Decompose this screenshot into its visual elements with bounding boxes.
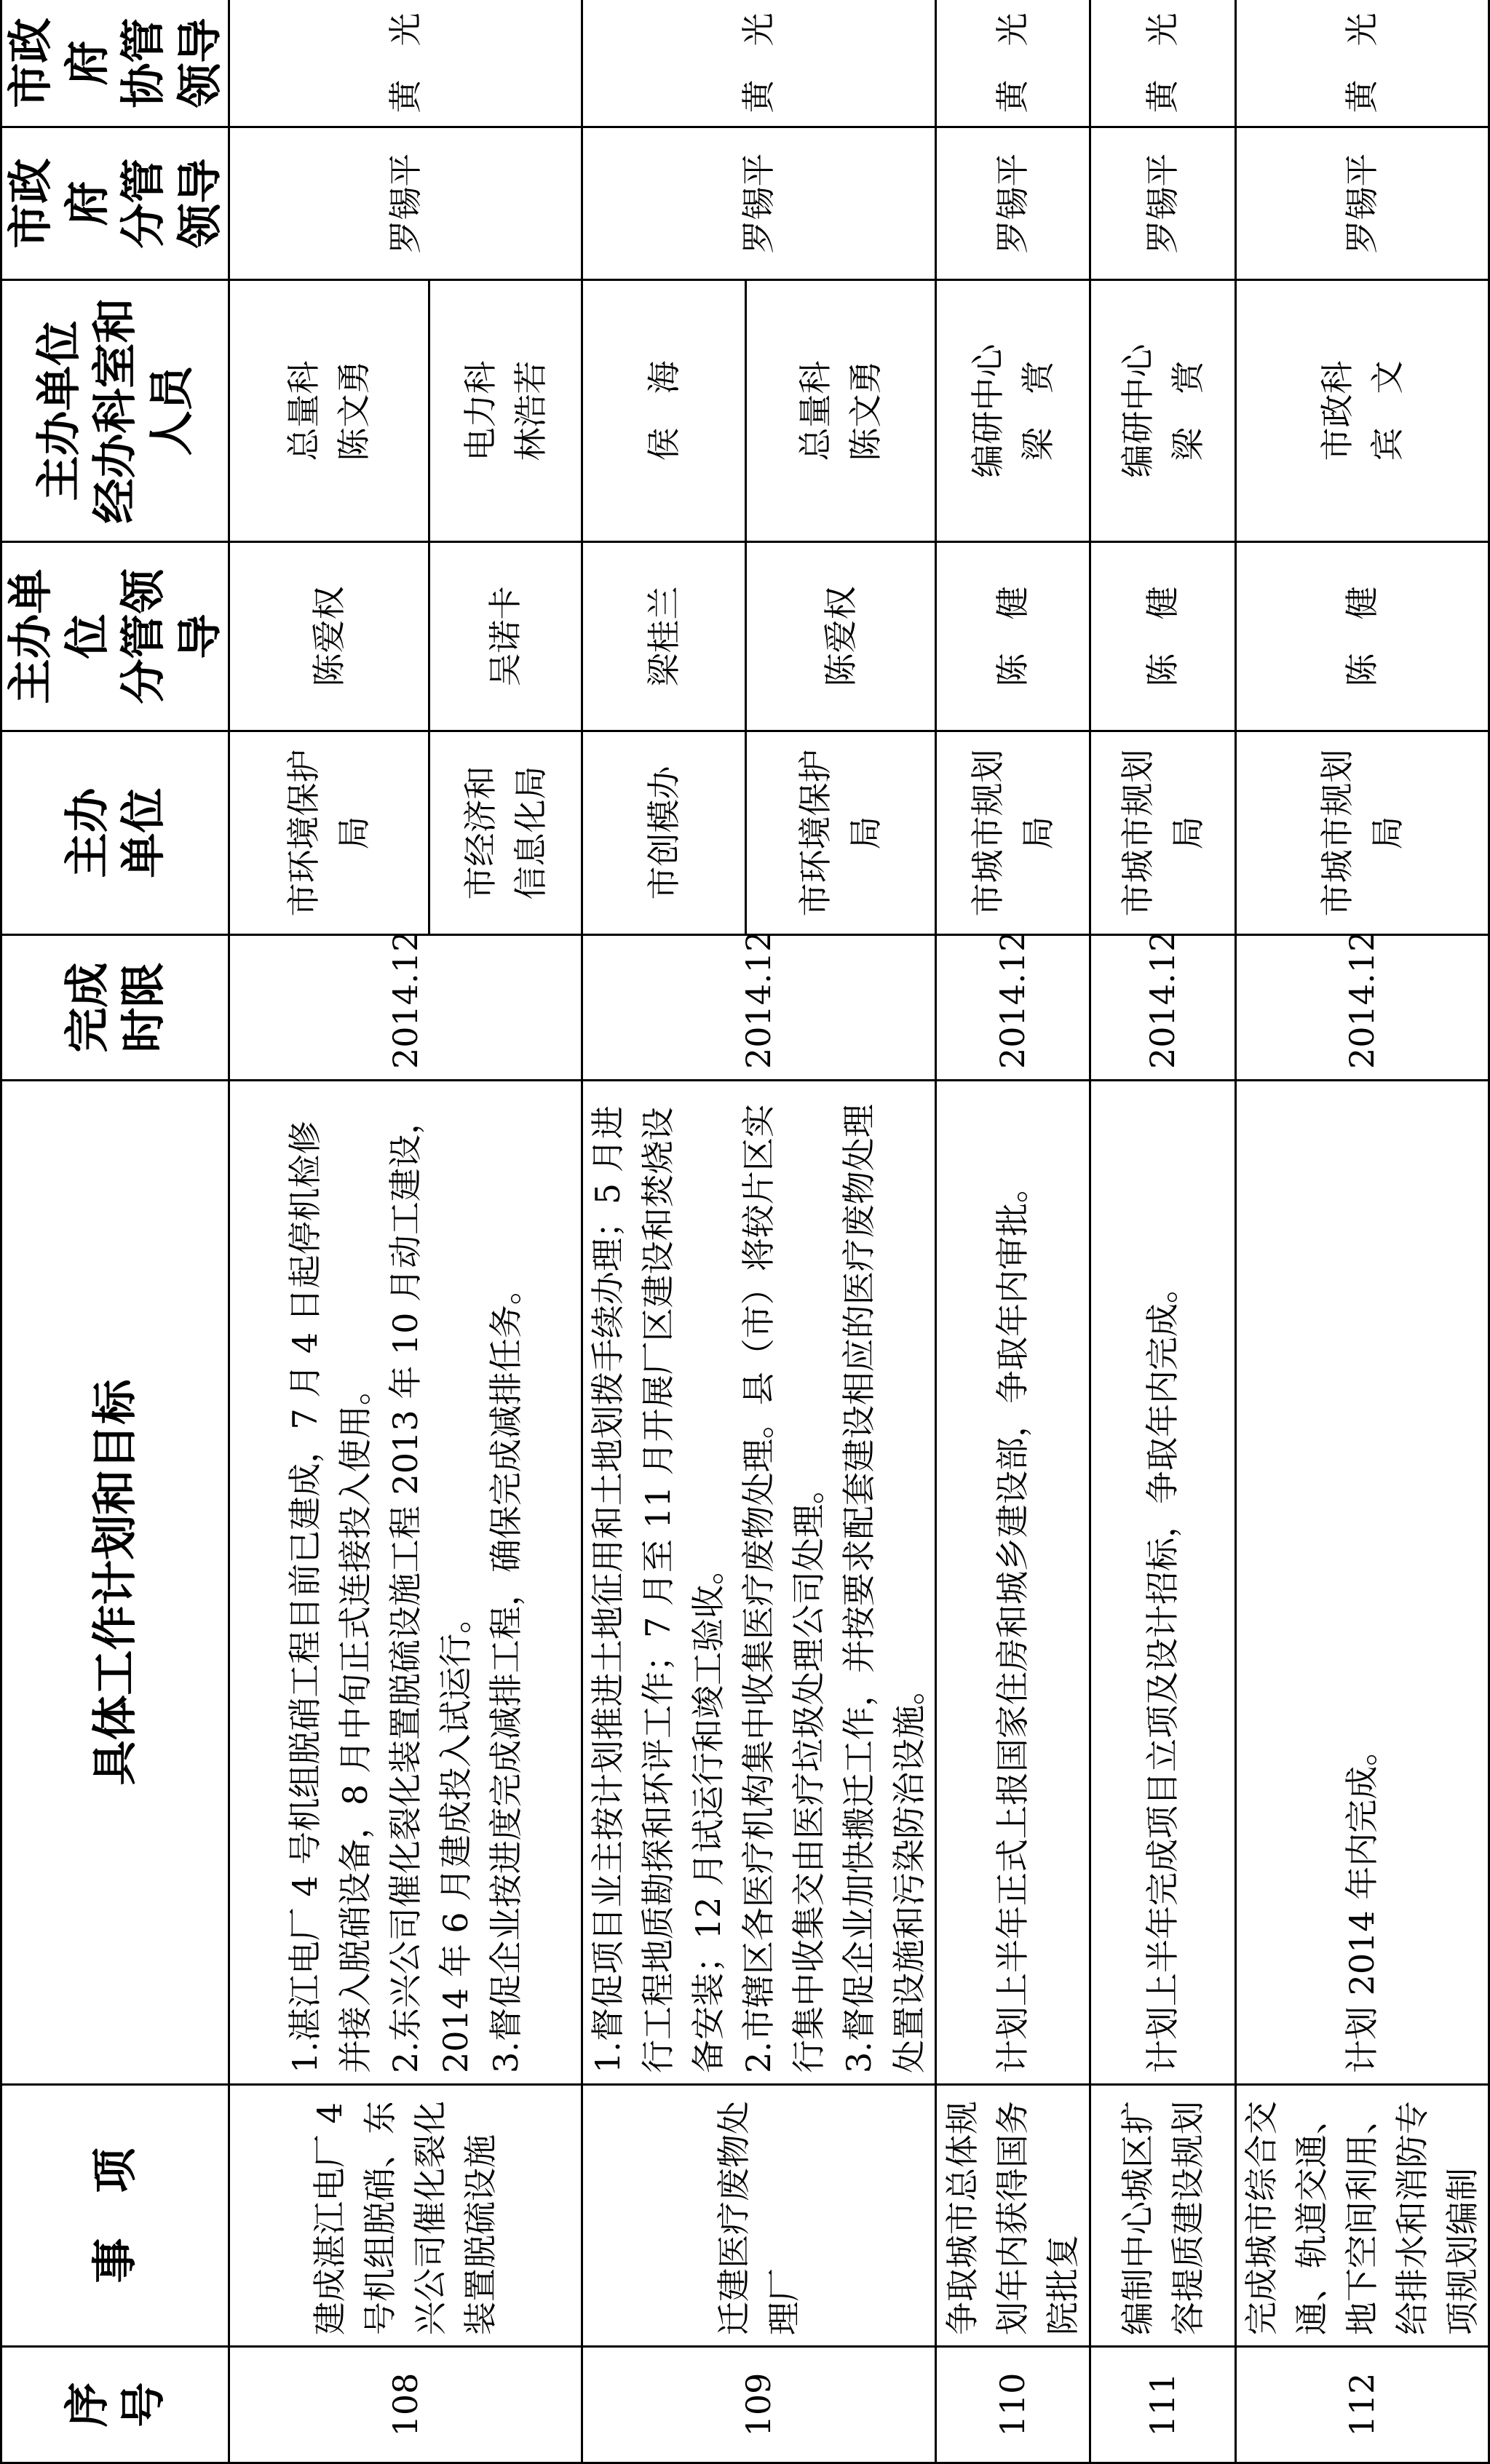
staff-dept: 电力科: [460, 360, 500, 461]
row-gov-assist: 黄 光: [936, 0, 1090, 127]
row-host-staff: [229, 280, 429, 542]
header-host-leader: 主办单位 分管领导: [1, 542, 229, 731]
header-item: 事 项: [1, 2085, 229, 2347]
staff-name: 梁 赏: [1168, 360, 1208, 461]
row-seq: 111: [1090, 2347, 1236, 2463]
header-seq: 序 号: [1, 2347, 229, 2463]
table-row: [936, 0, 1090, 2463]
row-host-staff: [746, 280, 936, 542]
row-deadline: 2014.12: [229, 935, 582, 1081]
row-gov-assist: 黄 光: [1090, 0, 1236, 127]
row-gov-leader: 罗锡平: [1090, 127, 1236, 280]
row-seq: 108: [229, 2347, 582, 2463]
row-gov-leader: 罗锡平: [582, 127, 936, 280]
row-seq: 109: [582, 2347, 936, 2463]
header-host: 主办 单位: [1, 731, 229, 935]
row-host: 市环境保护局: [229, 731, 429, 935]
row-gov-assist: 黄 光: [582, 0, 936, 127]
row-host: 市城市规划局: [1236, 731, 1489, 935]
row-gov-leader: 罗锡平: [936, 127, 1090, 280]
row-item: 迁建医疗废物处理厂: [582, 2085, 936, 2347]
detail-line: 1.督促项目业主按计划推进土地征用和土地划拨手续办理；5 月进行工程地质勘探和环评工作；7 月至 11 月开展厂区建设和焚烧设备安装；12 月试运行和竣工验收。: [588, 1105, 728, 2073]
row-host-staff: [582, 280, 746, 542]
row-host-leader: 吴诺卡: [429, 542, 582, 731]
detail-line: 计划上半年正式上报国家住房和城乡建设部，争取年内审批。: [993, 1169, 1032, 2073]
detail-line: 2.东兴公司催化裂化装置脱硫设施工程 2013 年 10 月动工建设，2014 年 6 月建成投入试运行。: [385, 1101, 475, 2073]
row-host: 市创模办: [582, 731, 746, 935]
row-seq: 110: [936, 2347, 1090, 2463]
staff-name: 陈文勇: [334, 360, 373, 461]
header-gov-assist: 市政府 协管领导: [1, 0, 229, 127]
row-item: 完成城市综合交通、轨道交通、地下空间利用、给排水和消防专项规划编制: [1236, 2085, 1489, 2347]
row-host-staff: [429, 280, 582, 542]
header-deadline: 完成 时限: [1, 935, 229, 1081]
row-host-leader: 陈爱权: [746, 542, 936, 731]
row-host-staff: [1236, 280, 1489, 542]
row-detail: [936, 1081, 1090, 2085]
row-detail: [582, 1081, 936, 2085]
staff-name: 林浩若: [510, 360, 550, 461]
row-host: 市经济和 信息化局: [429, 731, 582, 935]
row-deadline: 2014.12: [1236, 935, 1489, 1081]
row-gov-leader: 罗锡平: [1236, 127, 1489, 280]
detail-line: 3.督促企业加快搬迁工作，并按要求配套建设相应的医疗废物处理处置设施和污染防治设施。: [839, 1104, 929, 2073]
staff-name: 宾 文: [1367, 360, 1407, 461]
detail-line: 计划 2014 年内完成。: [1342, 1732, 1382, 2073]
detail-line: 1.湛江电厂 4 号机组脱硝工程目前已建成，7 月 4 日起停机检修并接入脱硝设备，8 月中旬正式连接投入使用。: [285, 1121, 375, 2073]
staff-dept: 编研中心: [1117, 343, 1157, 478]
header-detail: 具体工作计划和目标: [1, 1081, 229, 2085]
staff-dept: 市政科: [1317, 360, 1357, 461]
row-detail: [229, 1081, 582, 2085]
row-detail: [1090, 1081, 1236, 2085]
row-host-staff: [1090, 280, 1236, 542]
staff-name: 梁 赏: [1018, 360, 1058, 461]
row-host-leader: 陈 健: [1236, 542, 1489, 731]
row-deadline: 2014.12: [582, 935, 936, 1081]
row-host: 市环境保护局: [746, 731, 936, 935]
staff-dept: 总量科: [796, 360, 836, 461]
header-row: [1, 0, 229, 2463]
table-row: [582, 0, 746, 2463]
table-row: [229, 0, 429, 2463]
table-row: [1090, 0, 1236, 2463]
detail-line: 3.督促企业按进度完成减排工程，确保完成减排任务。: [486, 1271, 526, 2073]
row-host-leader: 陈 健: [936, 542, 1090, 731]
row-item: 建成湛江电厂 4 号机组脱硝、东兴公司催化裂化装置脱硫设施: [229, 2085, 582, 2347]
row-item: 编制中心城区扩容提质建设规划: [1090, 2085, 1236, 2347]
staff-dept: 编研中心: [967, 343, 1007, 478]
row-host-leader: 陈 健: [1090, 542, 1236, 731]
row-gov-assist: 黄 光: [229, 0, 582, 127]
row-deadline: 2014.12: [1090, 935, 1236, 1081]
row-detail: [1236, 1081, 1489, 2085]
staff-dept: 侯 海: [643, 360, 683, 461]
row-host: 市城市规划局: [1090, 731, 1236, 935]
row-gov-assist: 黄 光: [1236, 0, 1489, 127]
staff-name: 陈文勇: [846, 360, 886, 461]
row-seq: 112: [1236, 2347, 1489, 2463]
row-host: 市城市规划局: [936, 731, 1090, 935]
row-gov-leader: 罗锡平: [229, 127, 582, 280]
row-host-leader: 梁桂兰: [582, 542, 746, 731]
detail-line: 计划上半年完成项目立项及设计招标，争取年内完成。: [1143, 1270, 1182, 2073]
row-item: 争取城市总体规划年内获得国务院批复: [936, 2085, 1090, 2347]
header-gov-leader: 市政府 分管领导: [1, 127, 229, 280]
row-host-leader: 陈爱权: [229, 542, 429, 731]
header-host-staff: 主办单位 经办科室和人员: [1, 280, 229, 542]
detail-line: 2.市辖区各医疗机构集中收集医疗废物处理。县（市）将较片区实行集中收集交由医疗垃圾处理公司处理。: [739, 1104, 828, 2073]
row-deadline: 2014.12: [936, 935, 1090, 1081]
row-host-staff: [936, 280, 1090, 542]
table-row: [1236, 0, 1489, 2463]
staff-dept: 总量科: [284, 360, 323, 461]
